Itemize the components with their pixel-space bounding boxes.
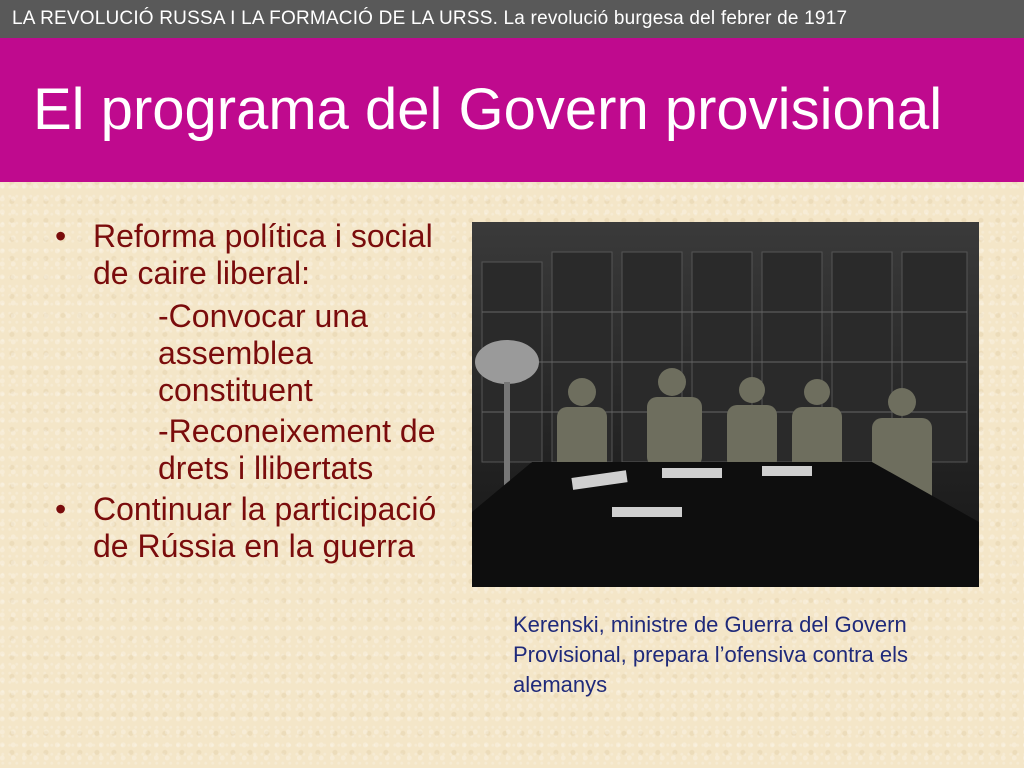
bullet-list bbox=[55, 218, 455, 571]
bullet-icon: • bbox=[55, 491, 67, 527]
breadcrumb-bar bbox=[0, 0, 1024, 38]
bullet-item bbox=[55, 491, 455, 565]
historical-photo bbox=[472, 222, 979, 587]
sub-bullet-text: -Reconeixement de drets i llibertats bbox=[158, 413, 436, 486]
page-title: El programa del Govern provisional bbox=[33, 77, 943, 142]
photograph-icon bbox=[472, 222, 979, 587]
photo-caption: Kerenski, ministre de Guerra del Govern Provisional, prepara l’ofensiva contra els alemanys bbox=[513, 612, 908, 697]
bullet-item bbox=[55, 218, 455, 292]
bullet-text: Continuar la participació de Rússia en la guerra bbox=[93, 491, 437, 564]
bullet-icon: • bbox=[55, 218, 67, 254]
breadcrumb: LA REVOLUCIÓ RUSSA I LA FORMACIÓ DE LA URSS. La revolució burgesa del febrer de 1917 bbox=[12, 8, 848, 29]
sub-bullet-text: -Convocar una assemblea constituent bbox=[158, 298, 368, 408]
bullet-text: Reforma política i social de caire liberal: bbox=[93, 218, 433, 291]
